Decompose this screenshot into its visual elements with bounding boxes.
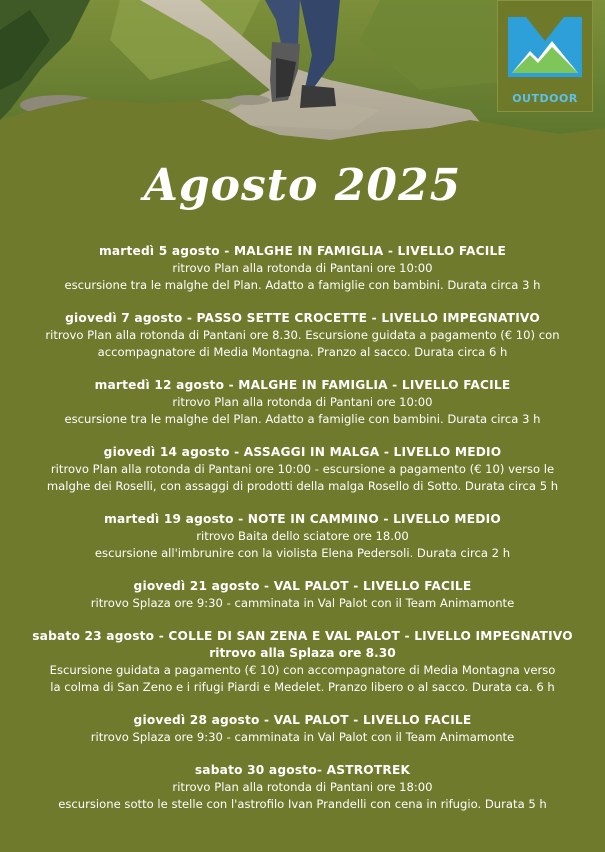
event-item [0, 511, 605, 562]
event-detail: escursione sotto le stelle con l'astrofilo Ivan Prandelli con cena in rifugio. Durata 5 h [58, 797, 547, 811]
event-item [0, 310, 605, 361]
event-heading: sabato 30 agosto- ASTROTREK [194, 763, 411, 777]
event-item [0, 377, 605, 428]
event-detail: ritrovo Plan alla rotonda di Pantani ore 18:00 [172, 780, 433, 794]
page-title: Agosto 2025 [143, 160, 462, 211]
event-heading: giovedì 14 agosto - ASSAGGI IN MALGA - LIVELLO MEDIO [103, 445, 502, 459]
event-item [0, 243, 605, 294]
event-heading: giovedì 28 agosto - VAL PALOT - LIVELLO FACILE [133, 713, 472, 727]
event-detail: escursione tra le malghe del Plan. Adatto a famiglie con bambini. Durata circa 3 h [64, 412, 541, 426]
event-item [0, 444, 605, 495]
event-item [0, 712, 605, 746]
event-heading: sabato 23 agosto - COLLE DI SAN ZENA E VAL PALOT - LIVELLO IMPEGNATIVO [32, 629, 573, 643]
event-heading: giovedì 21 agosto - VAL PALOT - LIVELLO FACILE [133, 579, 472, 593]
event-heading: martedì 5 agosto - MALGHE IN FAMIGLIA - LIVELLO FACILE [98, 244, 507, 258]
event-detail: ritrovo Splaza ore 9:30 - camminata in Val Palot con il Team Animamonte [90, 730, 515, 744]
mountain-logo-icon [506, 11, 584, 77]
event-item [0, 578, 605, 612]
logo-text: OUTDOOR [512, 92, 578, 105]
event-item [0, 628, 605, 696]
event-item [0, 762, 605, 813]
event-detail: ritrovo Baita dello sciatore ore 18.00 [196, 529, 409, 543]
event-heading: martedì 12 agosto - MALGHE IN FAMIGLIA - LIVELLO FACILE [94, 378, 511, 392]
event-list [0, 243, 605, 829]
event-detail: ritrovo Plan alla rotonda di Pantani ore 10:00 [172, 261, 433, 275]
event-detail: escursione all'imbrunire con la violista Elena Pedersoli. Durata circa 2 h [94, 546, 511, 560]
event-detail: ritrovo Plan alla rotonda di Pantani ore 8.30. Escursione guidata a pagamento (€ 10) con [45, 328, 560, 342]
event-detail: escursione tra le malghe del Plan. Adatto a famiglie con bambini. Durata circa 3 h [64, 278, 541, 292]
event-heading: martedì 19 agosto - NOTE IN CAMMINO - LIVELLO MEDIO [104, 512, 501, 526]
event-detail: ritrovo Plan alla rotonda di Pantani ore 10:00 - escursione a pagamento (€ 10) verso le [50, 462, 555, 476]
event-heading: giovedì 7 agosto - PASSO SETTE CROCETTE - LIVELLO IMPEGNATIVO [65, 311, 540, 325]
outdoor-logo [497, 0, 593, 112]
event-detail: accompagnatore di Media Montagna. Pranzo al sacco. Durata circa 6 h [97, 345, 508, 359]
event-detail: ritrovo Plan alla rotonda di Pantani ore 10:00 [172, 395, 433, 409]
event-detail: Escursione guidata a pagamento (€ 10) con accompagnatore di Media Montagna verso [49, 663, 556, 677]
event-detail: la colma di San Zeno e i rifugi Piardi e Medelet. Pranzo libero o al sacco. Durata ca. 6 h [50, 680, 555, 694]
event-detail: malghe dei Roselli, con assaggi di prodotti della malga Rosello di Sotto. Durata circa 5 h [46, 479, 559, 493]
event-detail: ritrovo Splaza ore 9:30 - camminata in Val Palot con il Team Animamonte [90, 596, 515, 610]
event-subheading: ritrovo alla Splaza ore 8.30 [209, 646, 396, 660]
